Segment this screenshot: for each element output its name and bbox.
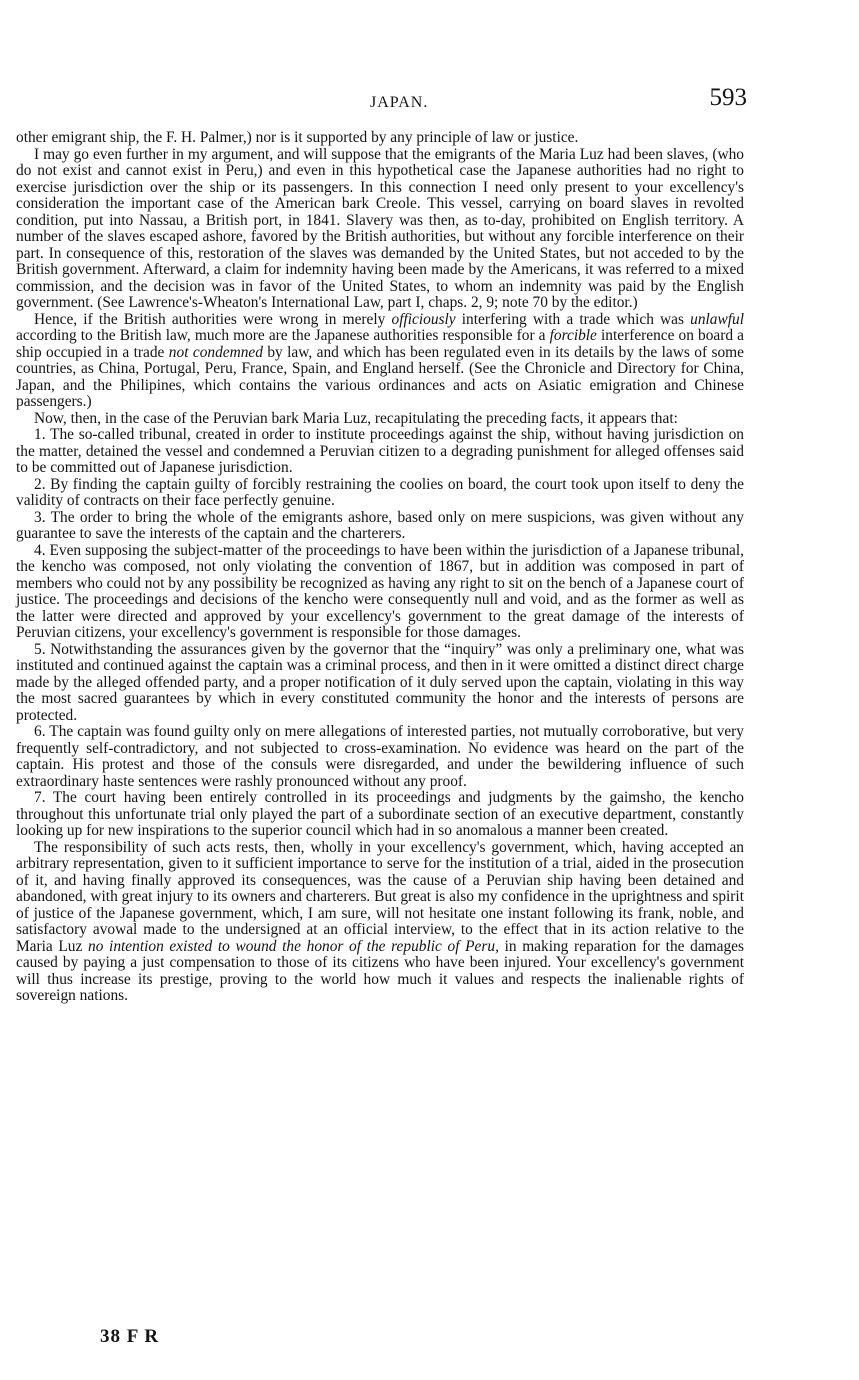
paragraph	[16, 790, 744, 840]
text-run: 7. The court having been entirely controlled in its proceedings and judgments by the gaimsho, the kencho throughout this unfortunate trial only played the part of a subordinate section of an executive department, constantly looking up for new inspirations to the superior council which had in so anomalous a manner been created.	[16, 789, 744, 839]
text-run: 6. The captain was found guilty only on mere allegations of interested parties, not mutually corroborative, but very frequently self-contradictory, and not subjected to cross-examination. No evidence was heard on the part of the captain. His protest and those of the consuls were disregarded, and under the bewildering influence of such extraordinary haste sentences were rashly pronounced without any proof.	[16, 723, 744, 790]
paragraph	[16, 130, 744, 147]
italic-text: officiously	[391, 310, 456, 328]
text-run: interfering with a trade which was	[455, 310, 691, 328]
italic-text: unlawful	[690, 310, 744, 328]
italic-text: forcible	[549, 327, 597, 344]
paragraph	[16, 427, 744, 477]
paragraph	[16, 840, 744, 1005]
body-text	[16, 130, 744, 1005]
text-run: 1. The so-called tribunal, created in order to institute proceedings against the ship, without having jurisdiction on the matter, detained the vessel and condemned a Peruvian citizen to a degrading punishment for alleged offenses said to be committed out of Japanese jurisdiction.	[16, 426, 744, 476]
text-run: Now, then, in the case of the Peruvian bark Maria Luz, recapitulating the preceding facts, it appears that:	[34, 409, 678, 427]
text-run: 4. Even supposing the subject-matter of the proceedings to have been within the jurisdiction of a Japanese tribunal, the kencho was composed, not only violating the convention of 1867, but in addition was composed in part of members who could not by any possibility be recognized as having any right to sit on the bench of a Japanese court of justice. The proceedings and decisions of the kencho were consequently null and void, and as the former as well as the latter were directed and approved by your excellency's government to the great damage of the interests of Peruvian citizens, your excellency's government is responsible for those damages.	[16, 541, 744, 641]
running-title: JAPAN.	[370, 94, 429, 111]
page-header	[16, 84, 747, 130]
text-run: according to the British law, much more are the Japanese authorities responsible for a	[16, 327, 550, 344]
paragraph	[16, 543, 744, 642]
paragraph	[16, 642, 744, 725]
text-run: 3. The order to bring the whole of the emigrants ashore, based only on mere suspicions, was given without any guarantee to save the interests of the captain and the charterers.	[16, 508, 744, 542]
text-run: in making reparation for the damages caused by paying a just compensation to those of its citizens who have been injured. Your excellency's government will thus increase its prestige, proving to the world how much it values and respects the inalienable rights of sovereign nations.	[16, 937, 744, 1004]
paragraph	[16, 477, 744, 510]
paragraph	[16, 510, 744, 543]
paragraph	[16, 312, 744, 411]
italic-text: not condemned	[168, 343, 263, 361]
text-run: 5. Notwithstanding the assurances given by the governor that the “inquiry” was only a preliminary one, what was instituted and continued against the captain was a criminal process, and then in it were omitted a distinct direct charge made by the alleged offended party, and a proper notification of it duly served upon the captain, violating in this way the most sacred guarantees by which in every constituted community the honor and the interests of persons are protected.	[16, 640, 744, 724]
text-run: I may go even further in my argument, and will suppose that the emigrants of the Maria Luz had been slaves, (who do not exist and cannot exist in Peru,) and even in this hypothetical case the Japanese authorities had no right to exercise jurisdiction over the ship or its passengers. In this connection I need only present to your excellency's consideration the important case of the American bark Creole. This vessel, carrying on board slaves in revolted condition, put into Nassau, a British port, in 1841. Slavery was then, as to-day, prohibited on English territory. A number of the slaves escaped ashore, favored by the British authorities, but without any forcible interference on their part. In consequence of this, restoration of the slaves was demanded by the United States, but not acceded to by the British government. Afterward, a claim for indemnity having been made by the Americans, it was referred to a mixed commission, and the decision was in favor of the United States, to whom an indemnity was paid by the English government. (See Lawrence's-Wheaton's International Law, part I, chaps. 2, 9; note 70 by the editor.)	[16, 145, 744, 311]
text-run: Hence, if the British authorities were wrong in merely	[34, 310, 392, 328]
italic-text: no intention existed to wound the honor of the republic of Peru,	[88, 937, 499, 955]
text-run: 2. By finding the captain guilty of forcibly restraining the coolies on board, the court took upon itself to deny the validity of contracts on their face perfectly genuine.	[16, 475, 744, 509]
paragraph	[16, 724, 744, 790]
text-run: by law, and which has been regulated even in its details by the laws of some countries, as China, Portugal, Peru, France, Spain, and England herself. (See the Chronicle and Directory for China, Japan, and the Philipines, which contains the various ordinances and acts on Asiatic emigration and Chinese passengers.)	[16, 343, 744, 410]
signature-mark: 38 F R	[100, 1326, 160, 1347]
paragraph	[16, 411, 744, 428]
text-run: other emigrant ship, the F. H. Palmer,) nor is it supported by any principle of law or justice.	[16, 129, 579, 146]
text-run: interference on board a ship occupied in a trade	[16, 327, 744, 361]
document-page	[16, 84, 747, 1005]
text-run: The responsibility of such acts rests, then, wholly in your excellency's government, which, having accepted an arbitrary representation, given to it sufficient importance to serve for the institution of a trial, aided in the prosecution of it, and having finally approved its consequences, was the cause of a Peruvian ship having been detained and abandoned, with great injury to its owners and charterers. But great is also my confidence in the uprightness and spirit of justice of the Japanese government, which, I am sure, will not hesitate one instant following its frank, noble, and satisfactory avowal made to the undersigned at an official interview, to the effect that in its action relative to the Maria Luz	[16, 838, 744, 955]
paragraph	[16, 147, 744, 312]
page-number: 593	[709, 84, 747, 111]
